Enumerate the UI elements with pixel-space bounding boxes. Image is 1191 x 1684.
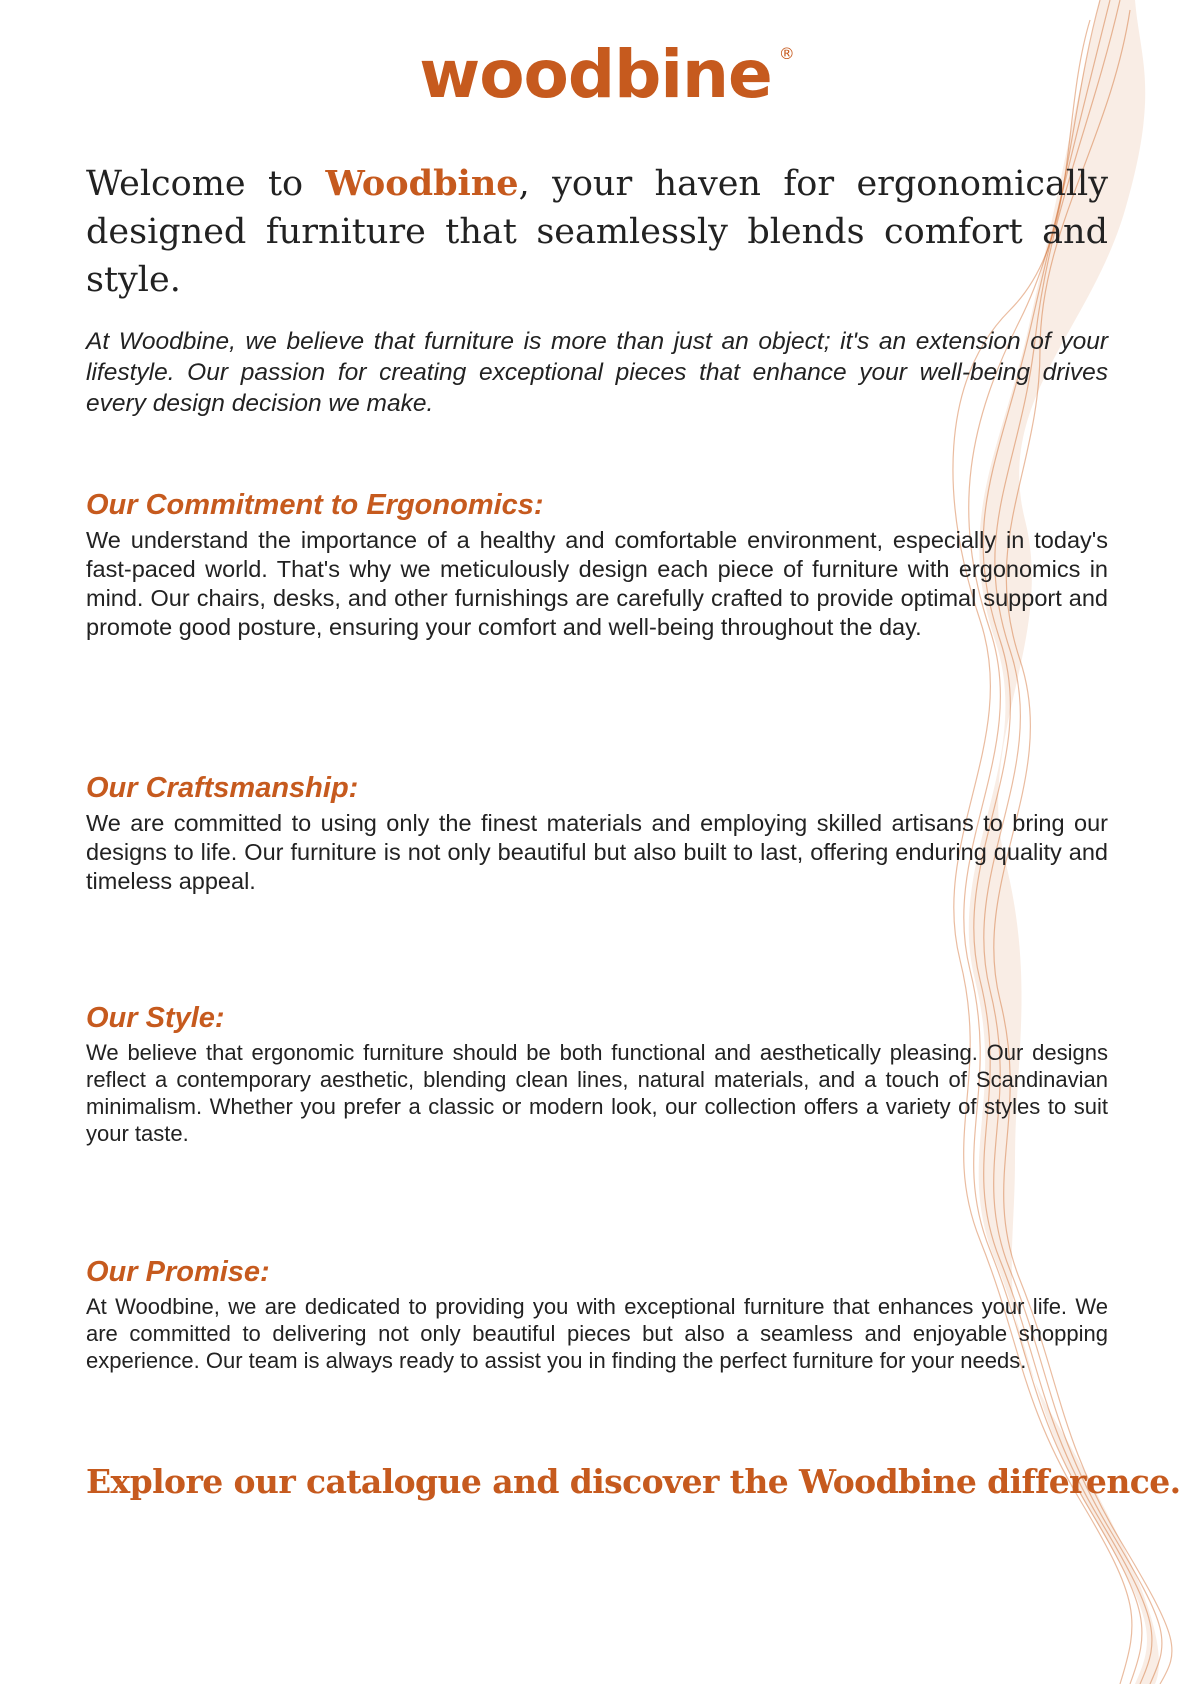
section-heading: Our Commitment to Ergonomics: — [86, 489, 544, 521]
section-heading: Our Style: — [86, 1002, 225, 1034]
registered-mark: ® — [778, 44, 794, 63]
intro-block — [86, 160, 1108, 419]
logo-wordmark: woodbine ® — [419, 36, 794, 113]
closing-call-to-action: Explore our catalogue and discover the Woodbine difference. — [86, 1462, 1181, 1501]
section-body: At Woodbine, we are dedicated to providing you with exceptional furniture that enhances your life. We are committed to delivering not only beautiful pieces but also a seamless and enjoyable shopping experience. Our team is always ready to assist you in finding the perfect furniture for your needs. — [86, 1294, 1108, 1373]
section-craftsmanship — [86, 771, 1108, 896]
section-body: We understand the importance of a healthy and comfortable environment, especially in today's fast-paced world. That's why we meticulously design each piece of furniture with ergonomics in mind. Our chairs, desks, and other furnishings are carefully crafted to provide optimal support and promote good posture, ensuring your comfort and well-being throughout the day. — [86, 527, 1108, 640]
section-style — [86, 1001, 1108, 1147]
brand-name: Woodbine — [325, 163, 519, 204]
section-heading: Our Craftsmanship: — [86, 772, 359, 804]
section-promise — [86, 1255, 1108, 1374]
section-body: We believe that ergonomic furniture should be both functional and aesthetically pleasing. Our designs reflect a contemporary aesthetic, blending clean lines, natural materials, and a touch of Scandinavian minimalism. Whether you prefer a classic or modern look, our collection offers a variety of styles to suit your taste. — [86, 1040, 1108, 1146]
section-body: We are committed to using only the finest materials and employing skilled artisans to bring our designs to life. Our furniture is not only beautiful but also built to last, offering enduring quality and timeless appeal. — [86, 810, 1108, 894]
welcome-headline: Welcome to Woodbine, your haven for ergonomically designed furniture that seamlessly blends comfort and style. — [86, 163, 1108, 300]
section-ergonomics — [86, 488, 1108, 642]
intro-lead-paragraph: At Woodbine, we believe that furniture is more than just an object; it's an extension of your lifestyle. Our passion for creating exceptional pieces that enhance your well-being drives every design decision we make. — [86, 328, 1108, 417]
section-heading: Our Promise: — [86, 1256, 270, 1288]
woodbine-logo — [0, 36, 1191, 113]
